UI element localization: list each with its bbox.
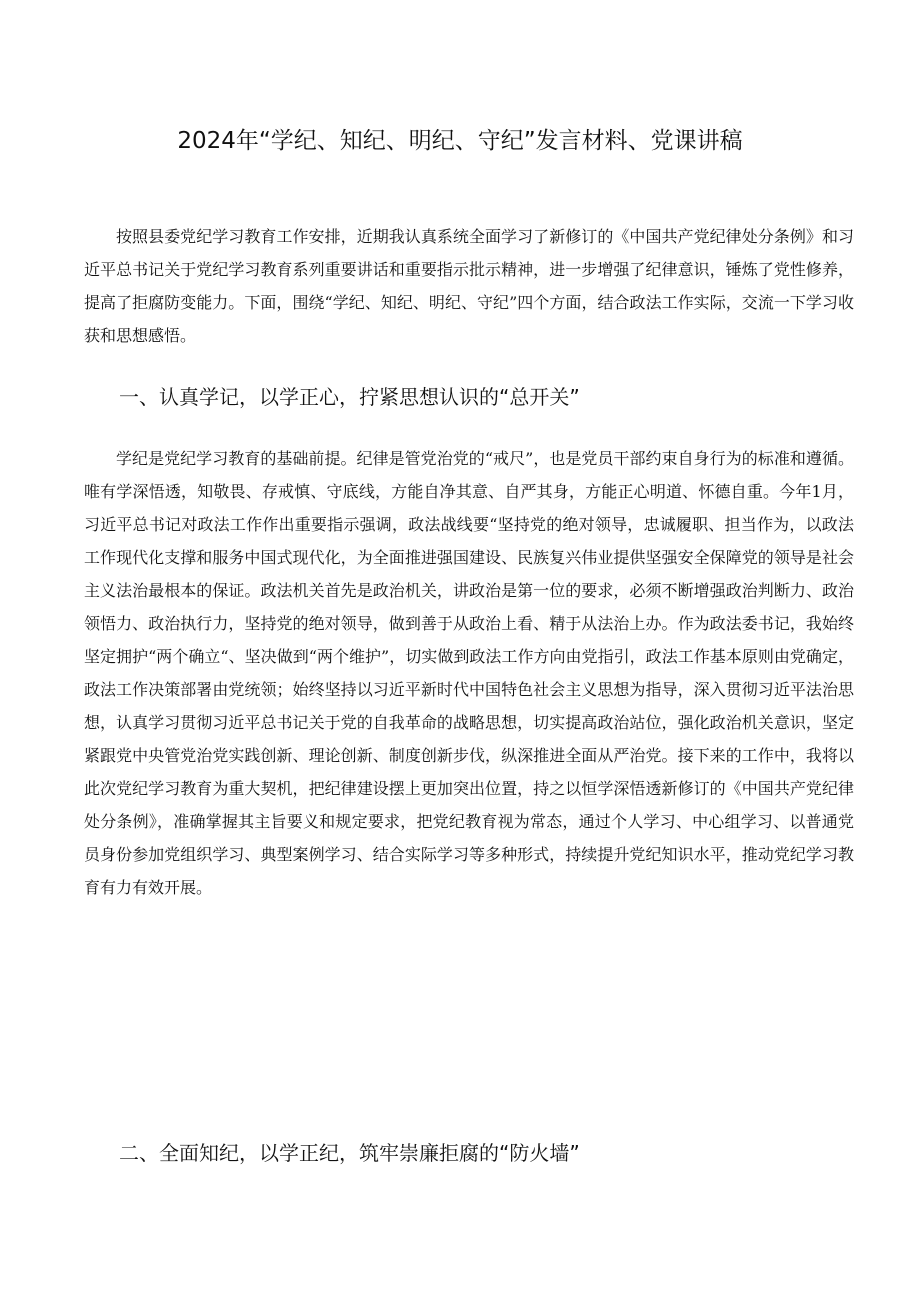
intro-paragraph: 按照县委党纪学习教育工作安排，近期我认真系统全面学习了新修订的《中国共产党纪律处分条例》和习近平总书记关于党纪学习教育系列重要讲话和重要指示批示精神，进一步增强了纪律意识，锤炼了党性修养，提高了拒腐防变能力。下面，围绕“学纪、知纪、明纪、守纪”四个方面，结合政法工作实际，交流一下学习收获和思想感悟。 bbox=[84, 227, 854, 345]
section-1-paragraph: 学纪是党纪学习教育的基础前提。纪律是管党治党的“戒尺”，也是党员干部约束自身行为的标准和遵循。唯有学深悟透，知敬畏、存戒慎、守底线，方能自净其意、自严其身，方能正心明道、怀德自重。今年1月，习近平总书记对政法工作作出重要指示强调，政法战线要“坚持党的绝对领导，忠诚履职、担当作为，以政法工作现代化支撑和服务中国式现代化，为全面推进强国建设、民族复兴伟业提供坚强安全保障党的领导是社会主义法治最根本的保证。政法机关首先是政治机关，讲政治是第一位的要求，必须不断增强政治判断力、政治领悟力、政治执行力，坚持党的绝对领导，做到善于从政治上看、精于从法治上办。作为政法委书记，我始终坚定拥护“两个确立“、坚决做到“两个维护”，切实做到政法工作方向由党指引，政法工作基本原则由党确定，政法工作决策部署由党统领；始终坚持以习近平新时代中国特色社会主义思想为指导，深入贯彻习近平法治思想，认真学习贯彻习近平总书记关于党的自我革命的战略思想，切实提高政治站位，强化政治机关意识，坚定紧跟党中央管党治党实践创新、理论创新、制度创新步伐，纵深推进全面从严治党。接下来的工作中，我将以此次党纪学习教育为重大契机，把纪律建设摆上更加突出位置，持之以恒学深悟透新修订的《中国共产党纪律处分条例》，准确掌握其主旨要义和规定要求，把党纪教育视为常态，通过个人学习、中心组学习、以普通党员身份参加党组织学习、典型案例学习、结合实际学习等多种形式，持续提升党纪知识水平，推动党纪学习教育有力有效开展。 bbox=[84, 449, 854, 897]
document-title: 2024年“学纪、知纪、明纪、守纪”发言材料、党课讲稿 bbox=[177, 128, 743, 154]
section-heading-1: 一、认真学记，以学正心，拧紧思想认识的“总开关” bbox=[119, 385, 580, 409]
section-heading-2: 二、全面知纪，以学正纪，筑牢崇廉拒腐的“防火墙” bbox=[119, 1141, 580, 1165]
